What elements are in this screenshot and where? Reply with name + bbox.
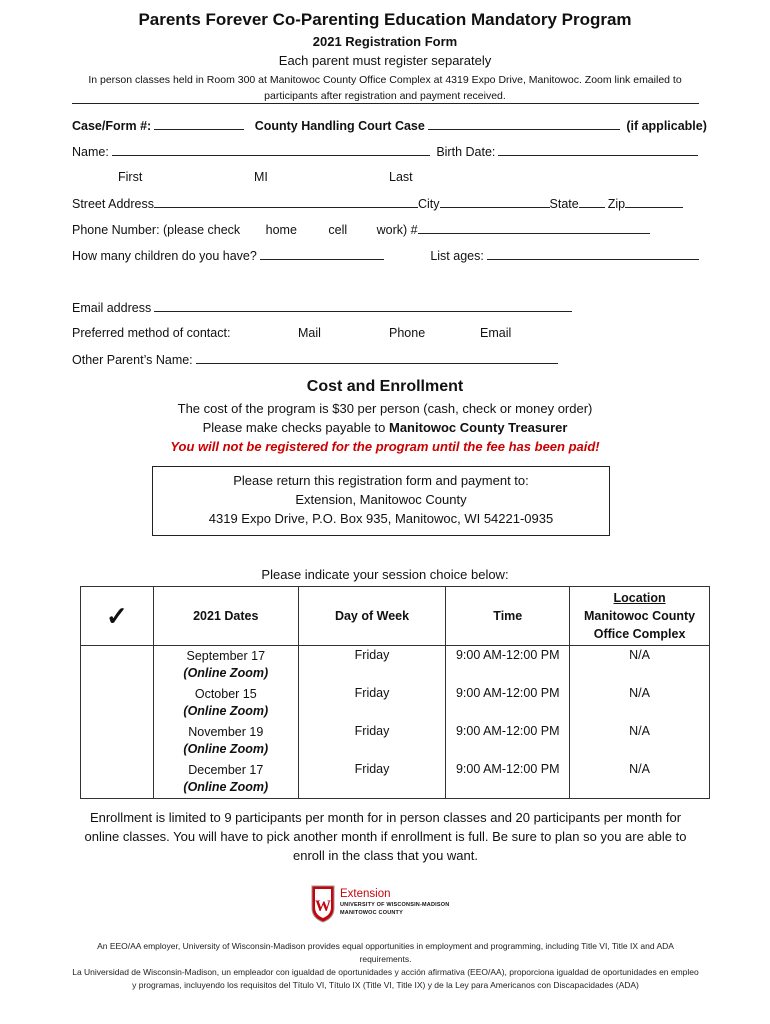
email-label: Email address xyxy=(72,301,152,315)
return-line-3: 4319 Expo Drive, P.O. Box 935, Manitowoc, WI 54221-0935 xyxy=(208,511,554,526)
session-date xyxy=(153,646,298,685)
session-row xyxy=(81,684,710,722)
phone-field[interactable] xyxy=(418,222,650,234)
enrollment-note: Enrollment is limited to 9 participants per month for in person classes and 20 participants per month for online classes. You will have to pick another month if enrollment is full. Be sure to plan so you are able to enroll in the class that you want. xyxy=(84,810,687,863)
phone-row xyxy=(72,222,650,237)
address-row xyxy=(72,196,683,211)
logo-name: Extension xyxy=(340,888,391,900)
session-mode: (Online Zoom) xyxy=(183,780,269,794)
other-parent-row xyxy=(72,352,561,367)
zip-label: Zip xyxy=(607,197,626,211)
session-location: N/A xyxy=(570,646,710,685)
county-field[interactable] xyxy=(428,118,620,130)
footer-spanish: La Universidad de Wisconsin-Madison, un empleador con igualdad de oportunidades y acción afirmativa (EEO/AA), proporciona igualdad de oportunidades en empleo y programas, incluyendo los requisitos del Título VI, Título IX (Title VI, Title IX) y de la Ley para Americanos con Discapacidades (ADA) xyxy=(72,967,699,990)
check-icon: ✓ xyxy=(81,587,154,646)
name-field[interactable] xyxy=(112,144,430,156)
col-location xyxy=(570,587,710,646)
children-field[interactable] xyxy=(260,248,384,260)
case-label: Case/Form #: xyxy=(72,119,152,133)
city-label: City xyxy=(418,197,440,211)
contact-email-option[interactable]: Email xyxy=(480,326,512,340)
uw-crest-icon xyxy=(310,884,336,924)
name-label: Name: xyxy=(72,145,109,159)
state-field[interactable] xyxy=(579,196,605,208)
session-location: N/A xyxy=(570,760,710,799)
session-row xyxy=(81,760,710,799)
svg-text:W: W xyxy=(315,898,331,915)
col-location-sub: Manitowoc County Office Complex xyxy=(584,609,696,641)
email-field[interactable] xyxy=(154,300,572,312)
session-mode: (Online Zoom) xyxy=(183,742,269,756)
col-day: Day of Week xyxy=(298,587,446,646)
contact-label: Preferred method of contact: xyxy=(72,326,231,340)
session-mode: (Online Zoom) xyxy=(183,666,269,680)
session-location: N/A xyxy=(570,722,710,760)
ages-field[interactable] xyxy=(487,248,699,260)
footer-english: An EEO/AA employer, University of Wisconsin-Madison provides equal opportunities in employment and programming, including Title VI, Title IX and ADA requirements. xyxy=(97,941,674,964)
if-applicable: (if applicable) xyxy=(626,119,707,133)
ages-label: List ages: xyxy=(430,249,484,263)
session-date-text: October 15 xyxy=(194,687,257,701)
name-row xyxy=(72,144,701,159)
city-field[interactable] xyxy=(440,196,550,208)
session-location: N/A xyxy=(570,684,710,722)
logo-line-1: UNIVERSITY OF WISCONSIN-MADISON xyxy=(340,902,450,908)
session-date-text: September 17 xyxy=(186,649,266,663)
birth-label: Birth Date: xyxy=(436,145,496,159)
session-time: 9:00 AM-12:00 PM xyxy=(446,722,570,760)
first-label: First xyxy=(118,170,143,184)
payable-line xyxy=(0,420,770,435)
phone-label: Phone Number: (please check xyxy=(72,223,241,237)
birth-field[interactable] xyxy=(498,144,698,156)
form-subtitle: 2021 Registration Form xyxy=(312,34,458,49)
col-time: Time xyxy=(446,587,570,646)
county-label: County Handling Court Case xyxy=(254,119,425,133)
session-check-cell[interactable] xyxy=(81,722,154,760)
session-day: Friday xyxy=(298,646,446,685)
session-time: 9:00 AM-12:00 PM xyxy=(446,646,570,685)
phone-home-option[interactable]: home xyxy=(265,223,297,237)
session-table xyxy=(80,586,710,799)
footer xyxy=(72,940,699,992)
phone-work-option[interactable]: work) # xyxy=(376,223,418,237)
payable-name: Manitowoc County Treasurer xyxy=(389,420,568,435)
fee-warning: You will not be registered for the program until the fee has been paid! xyxy=(170,439,600,454)
contact-mail-option[interactable]: Mail xyxy=(298,326,321,340)
session-row xyxy=(81,646,710,685)
case-row xyxy=(72,118,707,133)
form-title: Parents Forever Co-Parenting Education Mandatory Program xyxy=(138,10,632,29)
session-date-text: November 19 xyxy=(188,725,264,739)
session-date xyxy=(153,684,298,722)
session-check-cell[interactable] xyxy=(81,760,154,799)
session-date-text: December 17 xyxy=(188,763,264,777)
children-row xyxy=(72,248,702,263)
phone-cell-option[interactable]: cell xyxy=(328,223,348,237)
payable-prefix: Please make checks payable to xyxy=(202,420,389,435)
session-date xyxy=(153,760,298,799)
logo-line-2: MANITOWOC COUNTY xyxy=(340,910,403,916)
last-label: Last xyxy=(389,170,413,184)
email-row xyxy=(72,300,575,315)
return-address-box xyxy=(152,466,610,536)
session-row xyxy=(81,722,710,760)
street-label: Street Address xyxy=(72,197,154,211)
extension-logo xyxy=(310,882,470,926)
return-line-2: Extension, Manitowoc County xyxy=(295,492,467,507)
col-location-title: Location xyxy=(613,591,666,605)
session-time: 9:00 AM-12:00 PM xyxy=(446,684,570,722)
col-dates: 2021 Dates xyxy=(153,587,298,646)
return-line-1: Please return this registration form and payment to: xyxy=(233,473,529,488)
divider xyxy=(72,103,699,104)
state-label: State xyxy=(549,197,579,211)
other-parent-label: Other Parent’s Name: xyxy=(72,353,193,367)
session-day: Friday xyxy=(298,760,446,799)
session-date xyxy=(153,722,298,760)
session-header-row xyxy=(81,587,710,646)
location-note: In person classes held in Room 300 at Manitowoc County Office Complex at 4319 Expo Drive, Manitowoc. Zoom link emailed to participants after registration and payment received. xyxy=(88,74,682,102)
session-mode: (Online Zoom) xyxy=(183,704,269,718)
contact-phone-option[interactable]: Phone xyxy=(389,326,426,340)
session-check-cell[interactable] xyxy=(81,684,154,722)
other-parent-field[interactable] xyxy=(196,352,558,364)
session-day: Friday xyxy=(298,722,446,760)
session-prompt: Please indicate your session choice below: xyxy=(261,567,509,582)
session-day: Friday xyxy=(298,684,446,722)
register-note: Each parent must register separately xyxy=(278,53,492,68)
session-time: 9:00 AM-12:00 PM xyxy=(446,760,570,799)
street-field[interactable] xyxy=(154,196,418,208)
zip-field[interactable] xyxy=(625,196,683,208)
cost-heading: Cost and Enrollment xyxy=(306,378,464,395)
mi-label: MI xyxy=(254,170,268,184)
session-check-cell[interactable] xyxy=(81,646,154,685)
children-label: How many children do you have? xyxy=(72,249,257,263)
cost-line: The cost of the program is $30 per person (cash, check or money order) xyxy=(177,401,593,416)
case-field[interactable] xyxy=(154,118,244,130)
